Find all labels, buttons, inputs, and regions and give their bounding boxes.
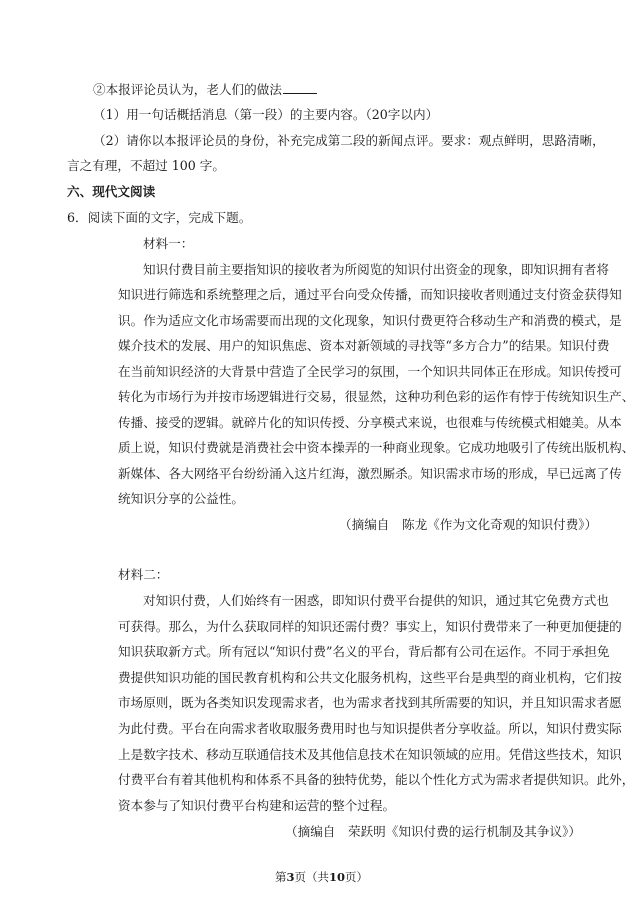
paragraph-line: 媒介技术的发展、用户的知识焦虑、资本对新领域的寻找等“多方合力”的结果。知识付费 (118, 338, 610, 353)
paragraph-line: 统知识分享的公益性。 (118, 491, 244, 506)
paragraph-line: 新媒体、各大网络平台纷纷涌入这片红海，激烈厮杀。知识需求市场的形成，早已远离了传 (118, 466, 622, 481)
paragraph-line: 转化为市场行为并按市场逻辑进行交易，很显然，这种功利色彩的运作有悖于传统知识生产、 (118, 389, 635, 404)
paragraph-line: 传播、接受的逻辑。就碎片化的知识传授、分享模式来说，也很难与传统模式相媲美。从本 (118, 415, 622, 430)
material-2-label: 材料二： (118, 567, 169, 582)
paragraph-line: 资本参与了知识付费平台构建和运营的整个过程。 (118, 798, 396, 813)
paragraph-line: 对知识付费，人们始终有一困惑，即知识付费平台提供的知识，通过其它免费方式也 (143, 593, 609, 608)
paragraph-line: 质上说，知识付费就是消费社会中资本操弄的一种商业现象。它成功地吸引了传统出版机构、 (118, 440, 635, 455)
paragraph-line: 市场原则，既为各类知识发现需求者，也为需求者找到其所需要的知识，并且知识需求者愿 (118, 695, 622, 710)
material-2-source: （摘编自 荣跃明《知识付费的运行机制及其争议》） (285, 824, 581, 839)
paragraph-line: 知识付费目前主要指知识的接收者为所阅览的知识付出资金的现象，即知识拥有者将 (143, 262, 609, 277)
sub-item-2-text: ②本报评论员认为，老人们的做法 (93, 82, 282, 97)
section-heading: 六、现代文阅读 (67, 184, 156, 199)
footer-suffix: 页） (345, 870, 369, 884)
footer-middle: 页（共 (294, 870, 329, 884)
paragraph-line: 知识进行筛选和系统整理之后，通过平台向受众传播，而知识接收者则通过支付资金获得知 (118, 287, 622, 302)
paragraph-line: 可获得。那么，为什么获取同样的知识还需付费？事实上，知识付费带来了一种更加便捷的 (118, 619, 622, 634)
paragraph-line: 为此付费。平台在向需求者收取服务费用时也与知识提供者分享收益。所以，知识付费实际 (118, 721, 622, 736)
paragraph-line: 费提供知识功能的国民教育机构和公共文化服务机构，这些平台是典型的商业机构，它们按 (118, 670, 622, 685)
paragraph-line: 付费平台有着其他机构和体系不具备的独特优势，能以个性化方式为需求者提供知识。此外， (118, 772, 635, 787)
paragraph-line: 知识获取新方式。所有冠以“知识付费”名义的平台，背后都有公司在运作。不同于承担免 (118, 644, 610, 659)
paragraph-line: 在当前知识经济的大背景中营造了全民学习的氛围，一个知识共同体正在形成。知识传授可 (118, 364, 622, 379)
paragraph-line: 识。作为适应文化市场需要而出现的文化现象，知识付费更符合移动生产和消费的模式，是 (118, 313, 622, 328)
sub-item-2 (93, 81, 317, 98)
page-number: 3 (286, 870, 295, 884)
page-footer (0, 870, 643, 884)
paragraph-line: 上是数字技术、移动互联通信技术及其他信息技术在知识领域的应用。凭借这些技术，知识 (118, 747, 622, 762)
answer-blank (283, 81, 317, 94)
reading-question: 6．阅读下面的文字，完成下题。 (67, 210, 252, 225)
question-2-line-2: 言之有理，不超过 100 字。 (67, 158, 225, 173)
question-1: （1）用一句话概括消息（第一段）的主要内容。（20字以内） (93, 107, 439, 122)
question-2-line-1: （2）请你以本报评论员的身份，补充完成第二段的新闻点评。要求：观点鲜明，思路清晰， (93, 133, 605, 148)
page-total: 10 (329, 870, 346, 884)
footer-prefix: 第 (274, 870, 287, 884)
material-1-source: （摘编自 陈龙《作为文化奇观的知识付费》） (339, 517, 598, 532)
material-1-label: 材料一： (143, 236, 194, 251)
